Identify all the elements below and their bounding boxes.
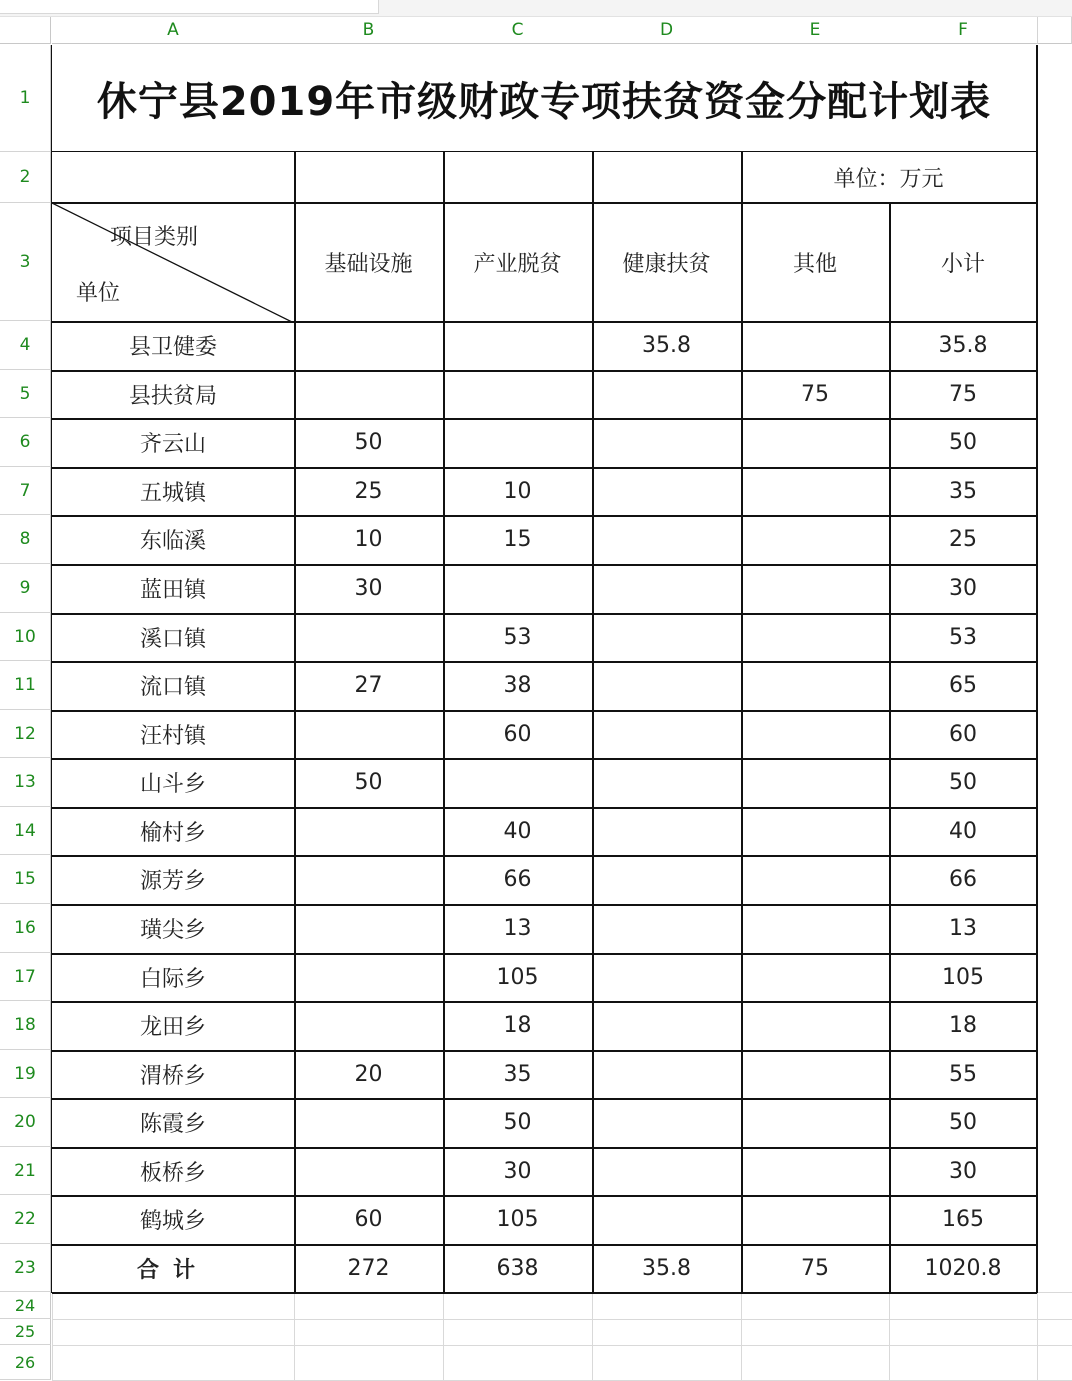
row-header-16[interactable]: 16 (0, 904, 51, 953)
value-cell[interactable] (443, 370, 592, 418)
value-cell[interactable] (443, 418, 592, 467)
value-cell[interactable]: 35 (503, 1061, 532, 1087)
column-header-b[interactable]: B (294, 17, 444, 44)
value-cell[interactable] (741, 807, 889, 855)
unit-name-cell[interactable]: 龙田乡 (139, 1015, 206, 1040)
row-header-15[interactable]: 15 (0, 855, 51, 904)
value-cell[interactable] (741, 1147, 889, 1195)
value-cell[interactable] (741, 515, 889, 564)
value-cell[interactable]: 30 (949, 576, 977, 601)
value-cell[interactable] (741, 855, 889, 904)
value-cell[interactable] (592, 855, 741, 904)
value-cell[interactable] (443, 758, 592, 807)
value-cell[interactable]: 27 (354, 673, 383, 698)
name-box[interactable] (0, 0, 379, 14)
value-cell[interactable]: 18 (949, 1013, 977, 1038)
column-label[interactable]: 小计 (940, 251, 985, 277)
total-value[interactable]: 1020.8 (924, 1255, 1002, 1281)
value-cell[interactable] (741, 418, 889, 467)
row-header-13[interactable]: 13 (0, 758, 51, 807)
row-header-26[interactable]: 26 (0, 1345, 51, 1380)
sheet-title[interactable]: 休宁县2019年市级财政专项扶贫资金分配计划表 (96, 78, 992, 125)
value-cell[interactable] (741, 1001, 889, 1050)
value-cell[interactable] (592, 1098, 741, 1147)
unit-name-cell[interactable]: 县卫健委 (128, 335, 217, 360)
column-label[interactable]: 产业脱贫 (473, 251, 562, 277)
value-cell[interactable] (741, 613, 889, 661)
row-header-8[interactable]: 8 (0, 515, 51, 564)
value-cell[interactable] (741, 564, 889, 613)
total-value[interactable]: 272 (347, 1255, 390, 1281)
unit-name-cell[interactable]: 渭桥乡 (139, 1063, 206, 1089)
value-cell[interactable]: 75 (949, 381, 977, 407)
value-cell[interactable] (294, 613, 443, 661)
column-header-f[interactable]: F (889, 17, 1038, 44)
value-cell[interactable]: 165 (942, 1207, 984, 1232)
value-cell[interactable] (294, 710, 443, 758)
value-cell[interactable]: 10 (503, 478, 532, 504)
unit-name-cell[interactable]: 县扶贫局 (128, 383, 217, 409)
total-value[interactable]: 638 (496, 1255, 539, 1281)
unit-name-cell[interactable]: 蓝田镇 (139, 578, 206, 603)
value-cell[interactable] (294, 855, 443, 904)
diagonal-header-category: 项目类别 (110, 225, 199, 250)
value-cell[interactable] (294, 1147, 443, 1195)
value-cell[interactable]: 50 (949, 770, 977, 795)
value-cell[interactable] (592, 1147, 741, 1195)
row-header-5[interactable]: 5 (0, 370, 51, 418)
value-cell[interactable]: 13 (503, 916, 532, 941)
value-cell[interactable] (592, 1050, 741, 1098)
row-header-20[interactable]: 20 (0, 1098, 51, 1147)
unit-name-cell[interactable]: 源芳乡 (139, 869, 206, 894)
value-cell[interactable] (592, 1001, 741, 1050)
value-cell[interactable]: 38 (503, 673, 532, 698)
value-cell[interactable]: 20 (354, 1061, 383, 1087)
unit-name-cell[interactable]: 齐云山 (139, 432, 206, 457)
row-header-10[interactable]: 10 (0, 613, 51, 661)
unit-name-cell[interactable]: 陈霞乡 (139, 1112, 206, 1137)
value-cell[interactable]: 30 (949, 1158, 977, 1184)
value-cell[interactable]: 50 (354, 430, 383, 455)
select-all-corner[interactable] (0, 17, 51, 44)
unit-name-cell[interactable]: 鹤城乡 (139, 1209, 206, 1234)
value-cell[interactable]: 35 (949, 478, 977, 504)
value-cell[interactable]: 75 (801, 381, 829, 407)
row-header-11[interactable]: 11 (0, 661, 51, 710)
value-cell[interactable]: 105 (942, 964, 984, 990)
unit-name-cell[interactable]: 璜尖乡 (139, 918, 206, 943)
diagonal-divider (52, 203, 294, 323)
value-cell[interactable] (592, 564, 741, 613)
value-cell[interactable]: 13 (949, 916, 977, 941)
column-label[interactable]: 健康扶贫 (622, 251, 711, 277)
unit-name-cell[interactable]: 榆村乡 (139, 820, 206, 846)
column-header-c[interactable]: C (443, 17, 593, 44)
row-header-19[interactable]: 19 (0, 1050, 51, 1098)
value-cell[interactable]: 105 (496, 964, 539, 990)
value-cell[interactable] (592, 515, 741, 564)
value-cell[interactable] (592, 370, 741, 418)
value-cell[interactable] (741, 953, 889, 1001)
value-cell[interactable]: 50 (354, 770, 383, 795)
value-cell[interactable]: 105 (496, 1207, 539, 1232)
value-cell[interactable] (592, 904, 741, 953)
value-cell[interactable] (294, 953, 443, 1001)
column-header-a[interactable]: A (52, 17, 295, 44)
value-cell[interactable]: 10 (354, 527, 383, 552)
value-cell[interactable] (592, 418, 741, 467)
value-cell[interactable] (592, 953, 741, 1001)
row-header-17[interactable]: 17 (0, 953, 51, 1001)
value-cell[interactable] (294, 904, 443, 953)
value-cell[interactable] (294, 1001, 443, 1050)
value-cell[interactable]: 60 (354, 1207, 383, 1232)
value-cell[interactable]: 50 (949, 1110, 977, 1135)
value-cell[interactable] (741, 661, 889, 710)
column-header-e[interactable]: E (741, 17, 890, 44)
value-cell[interactable]: 50 (503, 1110, 532, 1135)
value-cell[interactable] (741, 904, 889, 953)
row-header-1[interactable]: 1 (0, 45, 51, 152)
row-header-7[interactable]: 7 (0, 467, 51, 515)
value-cell[interactable]: 25 (949, 527, 977, 552)
total-value[interactable]: 35.8 (642, 1255, 691, 1281)
value-cell[interactable] (294, 321, 443, 370)
value-cell[interactable] (294, 1098, 443, 1147)
value-cell[interactable] (443, 564, 592, 613)
formula-bar (0, 0, 1072, 17)
value-cell[interactable]: 35.8 (642, 333, 691, 358)
row-header-9[interactable]: 9 (0, 564, 51, 613)
value-cell[interactable] (741, 710, 889, 758)
value-cell[interactable] (294, 807, 443, 855)
value-cell[interactable]: 35.8 (938, 333, 988, 358)
total-value[interactable]: 75 (801, 1255, 829, 1281)
row-header-4[interactable]: 4 (0, 321, 51, 370)
value-cell[interactable] (592, 807, 741, 855)
unit-name-cell[interactable]: 五城镇 (139, 480, 206, 506)
row-header-25[interactable]: 25 (0, 1319, 51, 1345)
value-cell[interactable] (741, 321, 889, 370)
value-cell[interactable]: 65 (949, 673, 977, 698)
value-cell[interactable]: 50 (949, 430, 977, 455)
value-cell[interactable] (294, 370, 443, 418)
value-cell[interactable] (741, 1050, 889, 1098)
column-label[interactable]: 其他 (792, 251, 837, 277)
row-header-6[interactable]: 6 (0, 418, 51, 467)
value-cell[interactable]: 40 (949, 818, 977, 844)
value-cell[interactable]: 15 (503, 527, 532, 552)
value-cell[interactable] (592, 661, 741, 710)
row-header-3[interactable]: 3 (0, 203, 51, 321)
value-cell[interactable] (592, 710, 741, 758)
value-cell[interactable] (741, 467, 889, 515)
row-header-23[interactable]: 23 (0, 1244, 51, 1292)
value-cell[interactable]: 30 (503, 1158, 532, 1184)
value-cell[interactable]: 53 (949, 624, 977, 650)
value-cell[interactable]: 60 (503, 721, 532, 747)
row-header-21[interactable]: 21 (0, 1147, 51, 1195)
value-cell[interactable]: 55 (949, 1061, 977, 1087)
unit-label[interactable]: 单位：万元 (833, 166, 944, 192)
value-cell[interactable] (592, 758, 741, 807)
diagonal-header-unit: 单位 (76, 281, 121, 306)
value-cell[interactable]: 66 (503, 867, 532, 892)
row-header-24[interactable]: 24 (0, 1292, 51, 1319)
value-cell[interactable]: 60 (949, 721, 977, 747)
unit-name-cell[interactable]: 山斗乡 (139, 772, 206, 797)
value-cell[interactable]: 66 (949, 867, 977, 892)
value-cell[interactable] (741, 1195, 889, 1244)
value-cell[interactable] (592, 467, 741, 515)
row-header-18[interactable]: 18 (0, 1001, 51, 1050)
row-header-12[interactable]: 12 (0, 710, 51, 758)
unit-name-cell[interactable]: 汪村镇 (139, 723, 206, 749)
value-cell[interactable] (592, 1195, 741, 1244)
value-cell[interactable]: 40 (503, 818, 532, 844)
row-header-2[interactable]: 2 (0, 152, 51, 203)
total-label[interactable]: 合计 (136, 1257, 209, 1283)
value-cell[interactable] (741, 1098, 889, 1147)
value-cell[interactable]: 30 (354, 576, 383, 601)
value-cell[interactable] (741, 758, 889, 807)
row-header-14[interactable]: 14 (0, 807, 51, 855)
unit-name-cell[interactable]: 东临溪 (139, 529, 206, 554)
value-cell[interactable]: 18 (503, 1013, 532, 1038)
unit-name-cell[interactable]: 流口镇 (139, 675, 206, 700)
column-header-extra[interactable] (1038, 17, 1072, 44)
unit-name-cell[interactable]: 溪口镇 (139, 626, 206, 652)
value-cell[interactable]: 53 (503, 624, 532, 650)
value-cell[interactable] (592, 613, 741, 661)
unit-name-cell[interactable]: 板桥乡 (139, 1160, 206, 1186)
value-cell[interactable] (443, 321, 592, 370)
row-header-22[interactable]: 22 (0, 1195, 51, 1244)
value-cell[interactable]: 25 (354, 478, 383, 504)
column-header-d[interactable]: D (592, 17, 742, 44)
unit-name-cell[interactable]: 白际乡 (139, 966, 206, 992)
column-label[interactable]: 基础设施 (324, 251, 413, 277)
